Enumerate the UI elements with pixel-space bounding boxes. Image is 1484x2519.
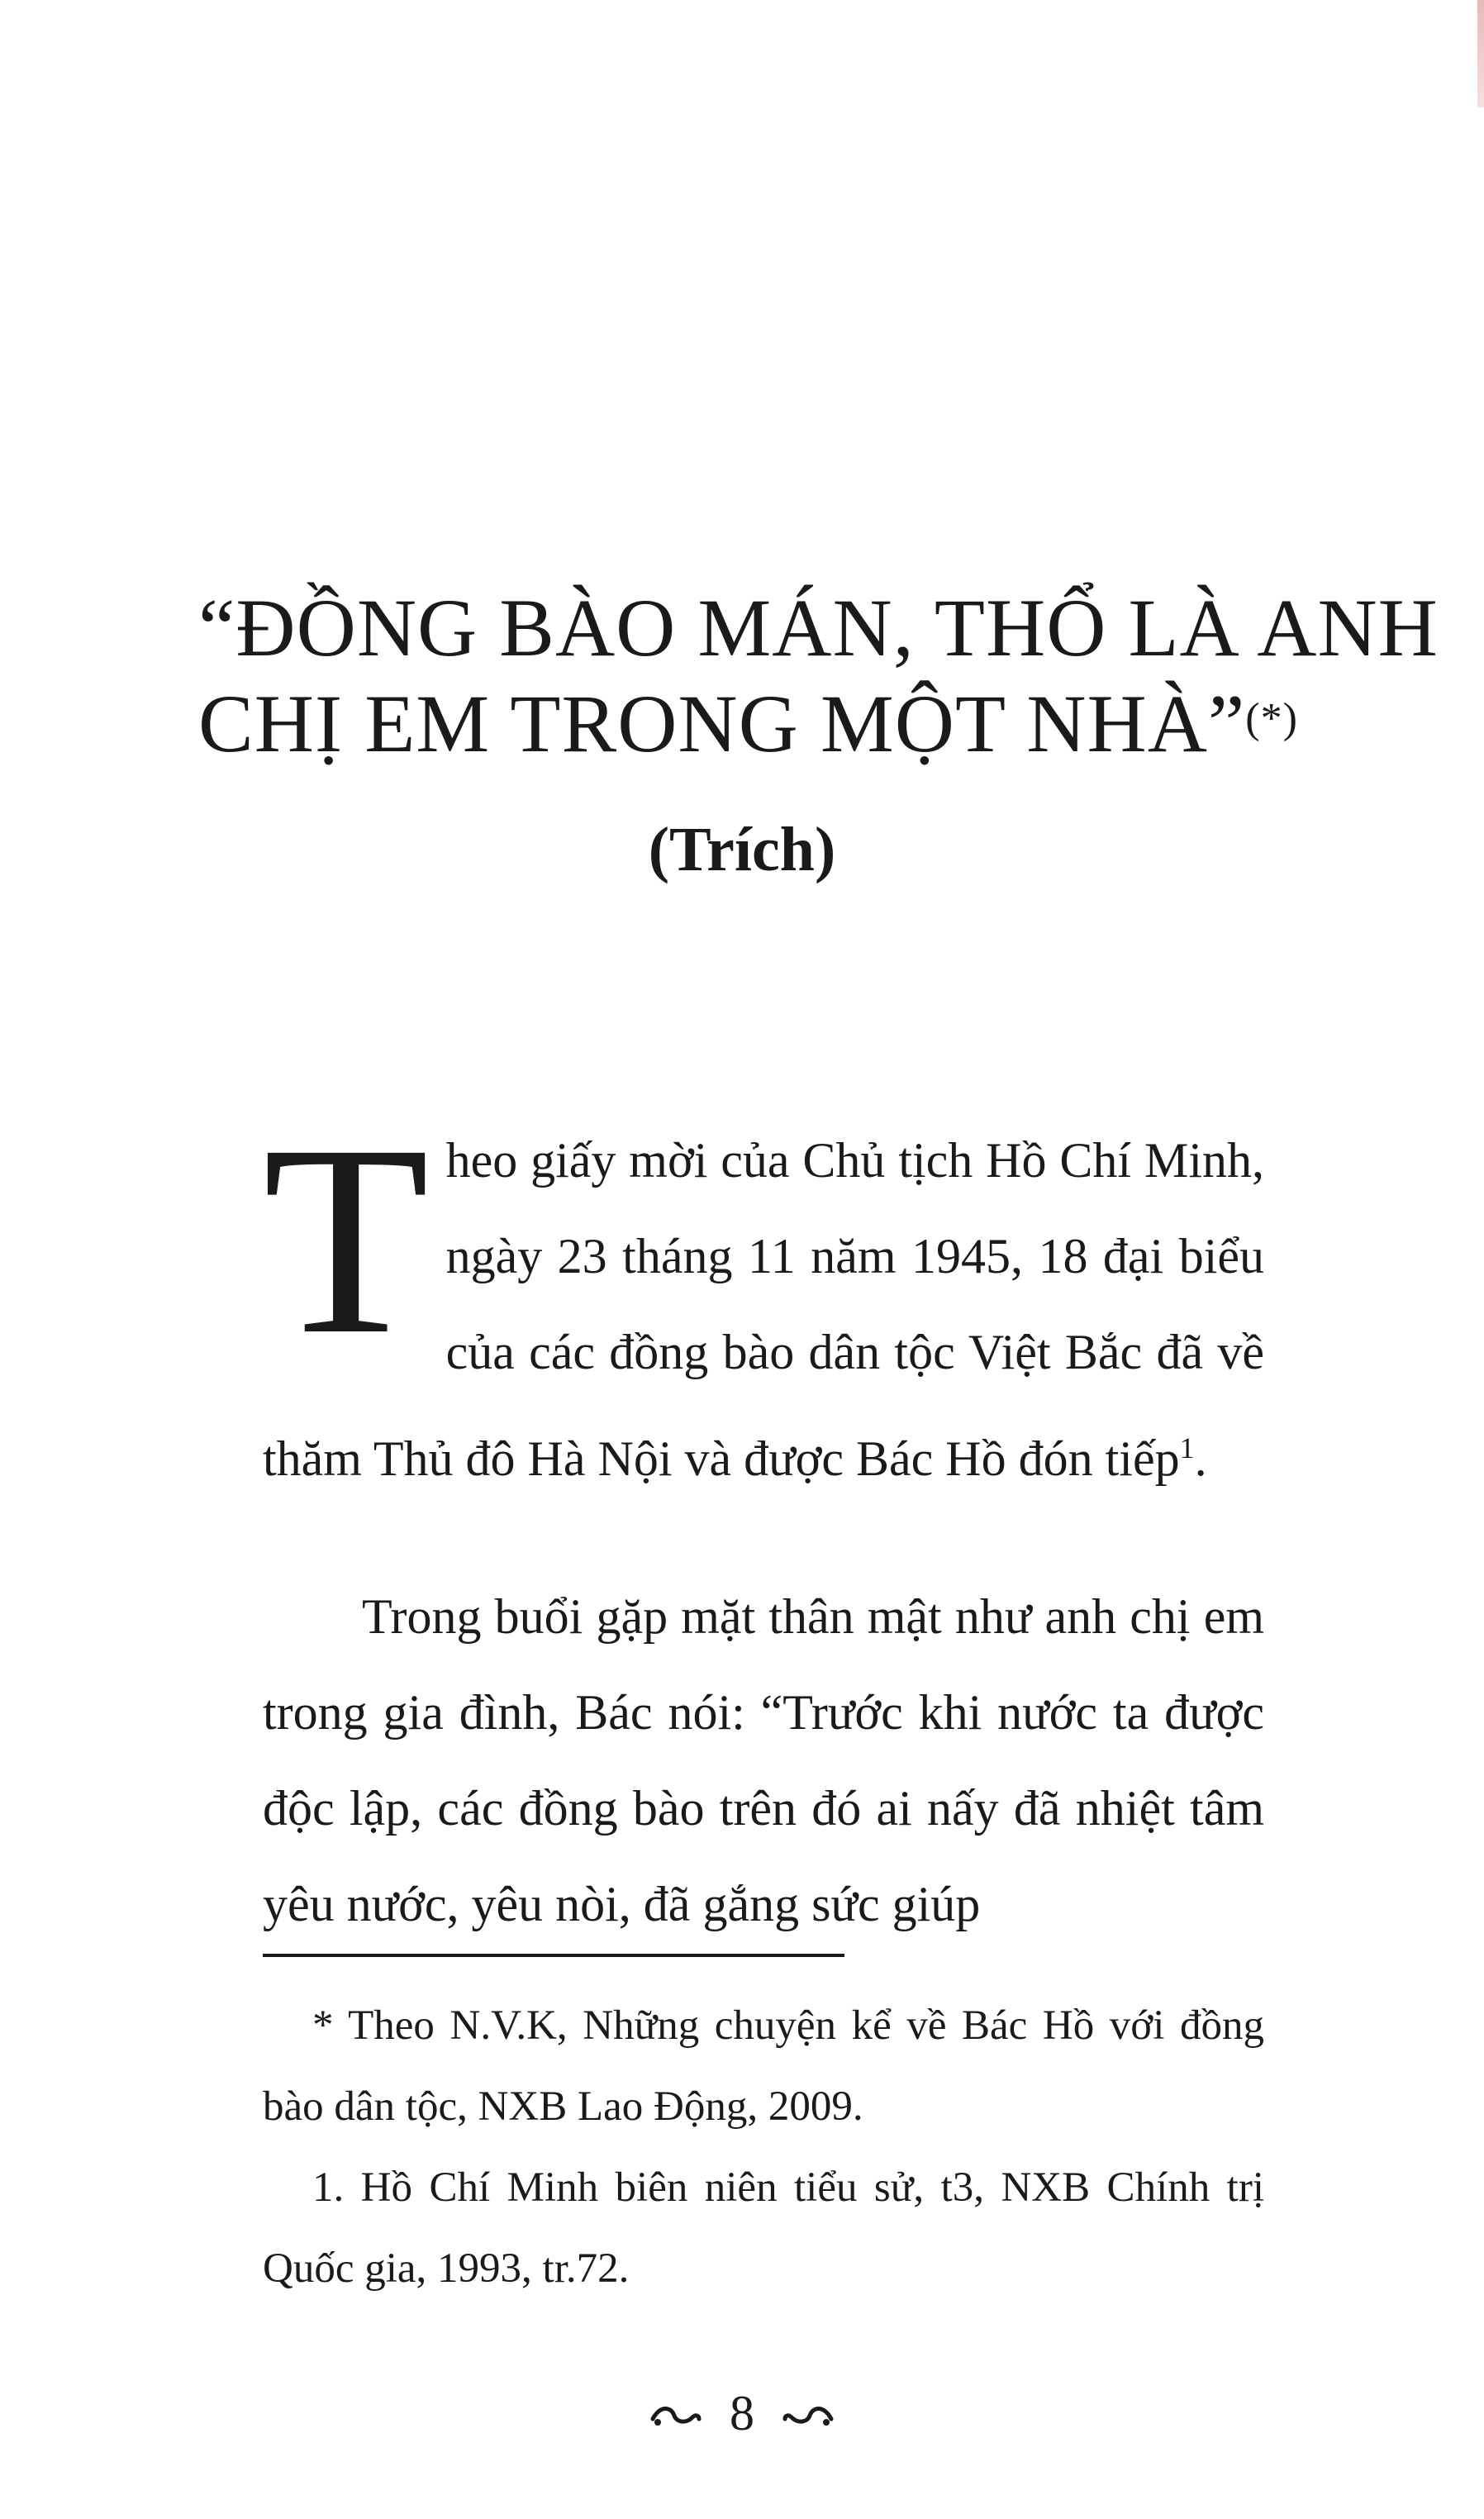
footnotes <box>263 1985 1264 2309</box>
page-footer <box>0 2380 1484 2451</box>
chapter-subtitle: (Trích) <box>648 815 836 884</box>
chapter-title <box>198 580 1439 772</box>
chapter-title-line-2 <box>198 676 1298 772</box>
paragraph-1-text: heo giấy mời của Chủ tịch Hồ Chí Minh, ngày 23 tháng 11 năm 1945, 18 đại biểu của các đồng bào dân tộc Việt Bắc đã về thăm Thủ đô Hà Nội và được Bác Hồ đón tiếp <box>263 1133 1264 1486</box>
paragraph-2: Trong buổi gặp mặt thân mật như anh chị em trong gia đình, Bác nói: “Trước khi nước ta được độc lập, các đồng bào trên đó ai nấy đã nhiệt tâm yêu nước, yêu nòi, đã gắng sức giúp <box>263 1589 1264 1931</box>
paragraph-1 <box>263 1089 1264 1507</box>
footnote-reference-1: 1 <box>1179 1431 1195 1464</box>
fleuron-left-icon <box>649 2385 702 2451</box>
footnote-1: 1. Hồ Chí Minh biên niên tiểu sử, t3, NXB Chính trị Quốc gia, 1993, tr.72. <box>263 2164 1264 2292</box>
drop-cap: T <box>263 1089 430 1391</box>
chapter-title-line-2-text: CHỊ EM TRONG MỘT NHÀ” <box>198 678 1246 769</box>
title-footnote-marker: (*) <box>1245 695 1298 742</box>
page-edge-mark <box>1477 0 1484 107</box>
footnote-divider <box>263 1954 844 1957</box>
page-number: 8 <box>730 2386 754 2440</box>
footnote-star: * Theo N.V.K, Những chuyện kể về Bác Hồ với đồng bào dân tộc, NXB Lao Động, 2009. <box>263 2002 1264 2130</box>
paragraph-1-end: . <box>1194 1431 1207 1486</box>
fleuron-right-icon <box>782 2385 835 2451</box>
chapter-title-line-1: “ĐỒNG BÀO MÁN, THỔ LÀ ANH <box>198 582 1439 674</box>
